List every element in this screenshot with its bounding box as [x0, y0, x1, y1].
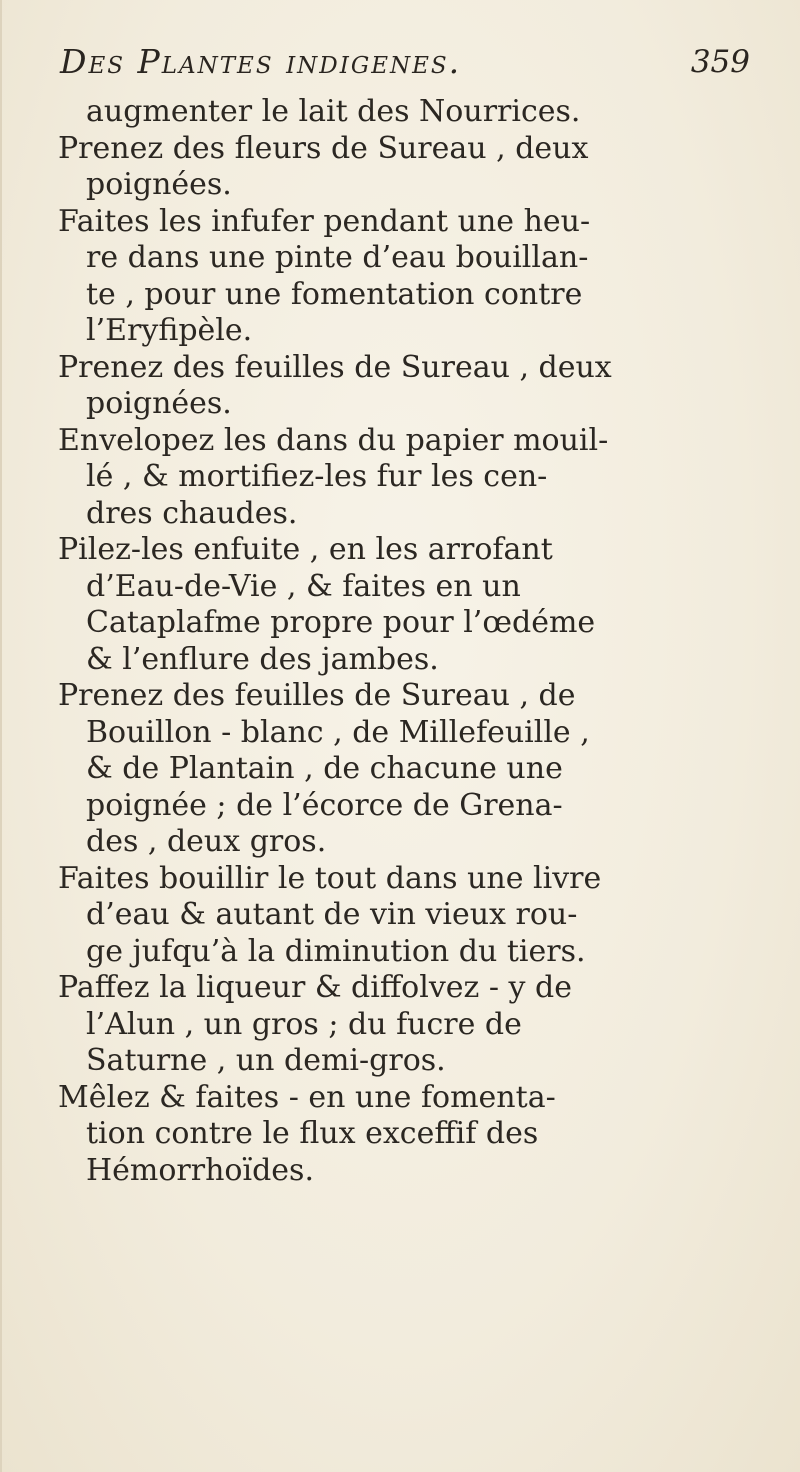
paragraph: [58, 678, 768, 861]
text-line: Bouillon - blanc , de Millefeuille ,: [86, 714, 590, 750]
text-line: Mêlez & faites - en une fomenta-: [58, 1079, 556, 1115]
text-line: poignée ; de l’écorce de Grena-: [86, 787, 563, 823]
text-line: & de Plantain , de chacune une: [86, 751, 563, 786]
text-line: Prenez des fleurs de Sureau , deux: [58, 130, 589, 166]
text-line: poignées.: [86, 386, 232, 421]
paragraph: [58, 970, 768, 1080]
text-line: Prenez des feuilles de Sureau , deux: [58, 349, 612, 385]
body-text: [58, 94, 768, 1189]
paragraph: [58, 350, 768, 423]
text-line: Hémorrhoïdes.: [86, 1152, 314, 1188]
text-line: Envelopez les dans du papier mouil-: [58, 422, 609, 458]
text-line: Paffez la liqueur & diffolvez - y de: [58, 970, 572, 1005]
text-line: re dans une pinte d’eau bouillan-: [86, 240, 589, 275]
text-line: l’Alun , un gros ; du fucre de: [86, 1006, 522, 1042]
text-line: ge jufqu’à la diminution du tiers.: [86, 933, 586, 969]
text-line: Cataplafme propre pour l’œdéme: [86, 605, 596, 640]
paragraph: [58, 861, 768, 971]
text-line: Prenez des feuilles de Sureau , de: [58, 678, 576, 713]
paragraph: [58, 204, 768, 350]
paragraph: [58, 94, 768, 131]
text-line: Faites les infufer pendant une heu-: [58, 203, 591, 239]
text-line: augmenter le lait des Nourrices.: [86, 94, 581, 129]
paragraph: [58, 131, 768, 204]
text-line: te , pour une fomentation contre: [86, 276, 583, 312]
text-line: lé , & mortifiez-les fur les cen-: [86, 459, 548, 494]
page-number: 359: [690, 44, 750, 80]
text-line: & l’enflure des jambes.: [86, 641, 439, 677]
text-line: Pilez-les enfuite , en les arrofant: [58, 532, 553, 567]
text-line: tion contre le flux exceffif des: [86, 1116, 539, 1151]
paragraph: [58, 1080, 768, 1190]
text-line: Faites bouillir le tout dans une livre: [58, 860, 602, 896]
running-head: [60, 42, 750, 92]
text-line: d’eau & autant de vin vieux rou-: [86, 897, 578, 932]
text-line: Saturne , un demi-gros.: [86, 1043, 446, 1078]
text-line: dres chaudes.: [86, 495, 298, 531]
text-line: d’Eau-de-Vie , & faites en un: [86, 568, 521, 604]
paragraph: [58, 532, 768, 678]
text-line: poignées.: [86, 167, 232, 202]
paragraph: [58, 423, 768, 533]
running-title: Des Plantes indigenes.: [60, 42, 462, 81]
text-line: des , deux gros.: [86, 824, 327, 859]
text-line: l’Eryfipèle.: [86, 313, 253, 348]
